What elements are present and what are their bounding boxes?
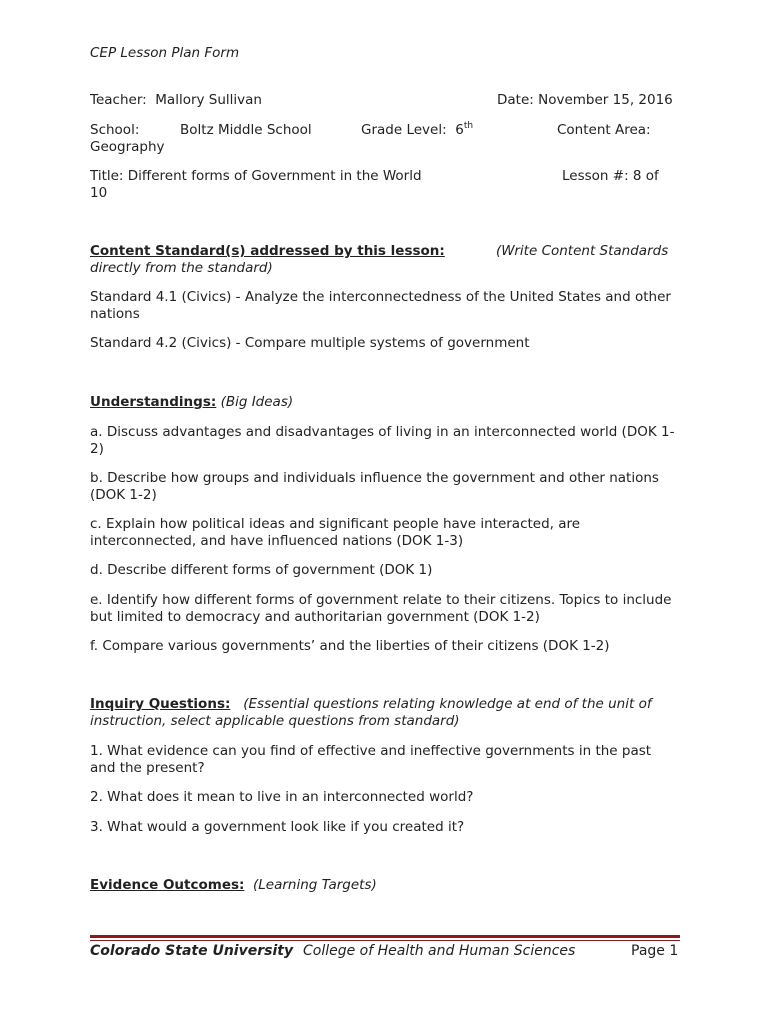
lesson-label: Lesson #: (562, 168, 629, 184)
understandings-heading: Understandings: (90, 394, 217, 410)
footer-rule-thin (90, 940, 680, 941)
grade-suffix: th (463, 121, 474, 131)
grade-value: 6 (455, 122, 464, 138)
standard-item: Standard 4.2 (Civics) - Compare multiple systems of government (90, 335, 530, 351)
title-label: Title: (90, 168, 124, 184)
date-field (497, 92, 673, 108)
teacher-name: Mallory Sullivan (155, 92, 262, 108)
understanding-item: c. Explain how political ideas and significant people have interacted, are interconnected, and have influenced nations (DOK 1-3) (90, 516, 581, 549)
understanding-item: f. Compare various governments’ and the liberties of their citizens (DOK 1-2) (90, 638, 610, 654)
content-area-value: Geography (90, 139, 165, 155)
teacher-label: Teacher: (90, 92, 147, 108)
content-standards-note: (Write Content Standards (496, 243, 669, 259)
footer-rule (90, 935, 680, 938)
inquiry-item: 1. What evidence can you find of effective and ineffective governments in the past and the present? (90, 743, 652, 776)
inquiry-header (90, 696, 680, 730)
grade-label: Grade Level: (361, 122, 447, 138)
inquiry-note: (Essential questions relating knowledge at end of the unit of instruction, select applicable questions from standard) (90, 696, 652, 729)
evidence-header (90, 877, 377, 893)
lesson-total: 10 (90, 185, 108, 201)
understandings-header (90, 394, 293, 410)
title-value: Different forms of Government in the World (127, 168, 422, 184)
understanding-item: e. Identify how different forms of government relate to their citizens. Topics to include but limited to democracy and authoritarian government (DOK 1-2) (90, 592, 672, 625)
understanding-item: d. Describe different forms of government (DOK 1) (90, 562, 433, 578)
inquiry-item: 3. What would a government look like if you created it? (90, 819, 465, 835)
footer-university: Colorado State University (90, 943, 294, 959)
footer-college: College of Health and Human Sciences (303, 943, 576, 959)
grade-field (361, 122, 473, 138)
understanding-item: b. Describe how groups and individuals influence the government and other nations (DOK 1-2) (90, 470, 659, 503)
lesson-value: 8 of (632, 168, 659, 184)
form-title: CEP Lesson Plan Form (90, 45, 240, 61)
content-standards-note-cont: directly from the standard) (90, 260, 273, 276)
standard-item: Standard 4.1 (Civics) - Analyze the interconnectedness of the United States and other nations (90, 289, 671, 322)
inquiry-item: 2. What does it mean to live in an interconnected world? (90, 789, 474, 805)
date-value: November 15, 2016 (538, 92, 673, 108)
inquiry-heading: Inquiry Questions: (90, 696, 231, 712)
evidence-note: (Learning Targets) (253, 877, 377, 893)
understandings-note: (Big Ideas) (220, 394, 294, 410)
date-label: Date: (497, 92, 534, 108)
teacher-field (90, 92, 262, 108)
title-field (90, 168, 422, 184)
content-standards-heading: Content Standard(s) addressed by this lesson: (90, 243, 445, 259)
school-value: Boltz Middle School (180, 122, 312, 138)
evidence-heading: Evidence Outcomes: (90, 877, 245, 893)
content-area-label: Content Area: (557, 122, 651, 138)
footer-page-number: Page 1 (631, 943, 679, 959)
lesson-field (562, 168, 659, 184)
school-label: School: (90, 122, 140, 138)
understanding-item: a. Discuss advantages and disadvantages of living in an interconnected world (DOK 1-2) (90, 424, 675, 457)
